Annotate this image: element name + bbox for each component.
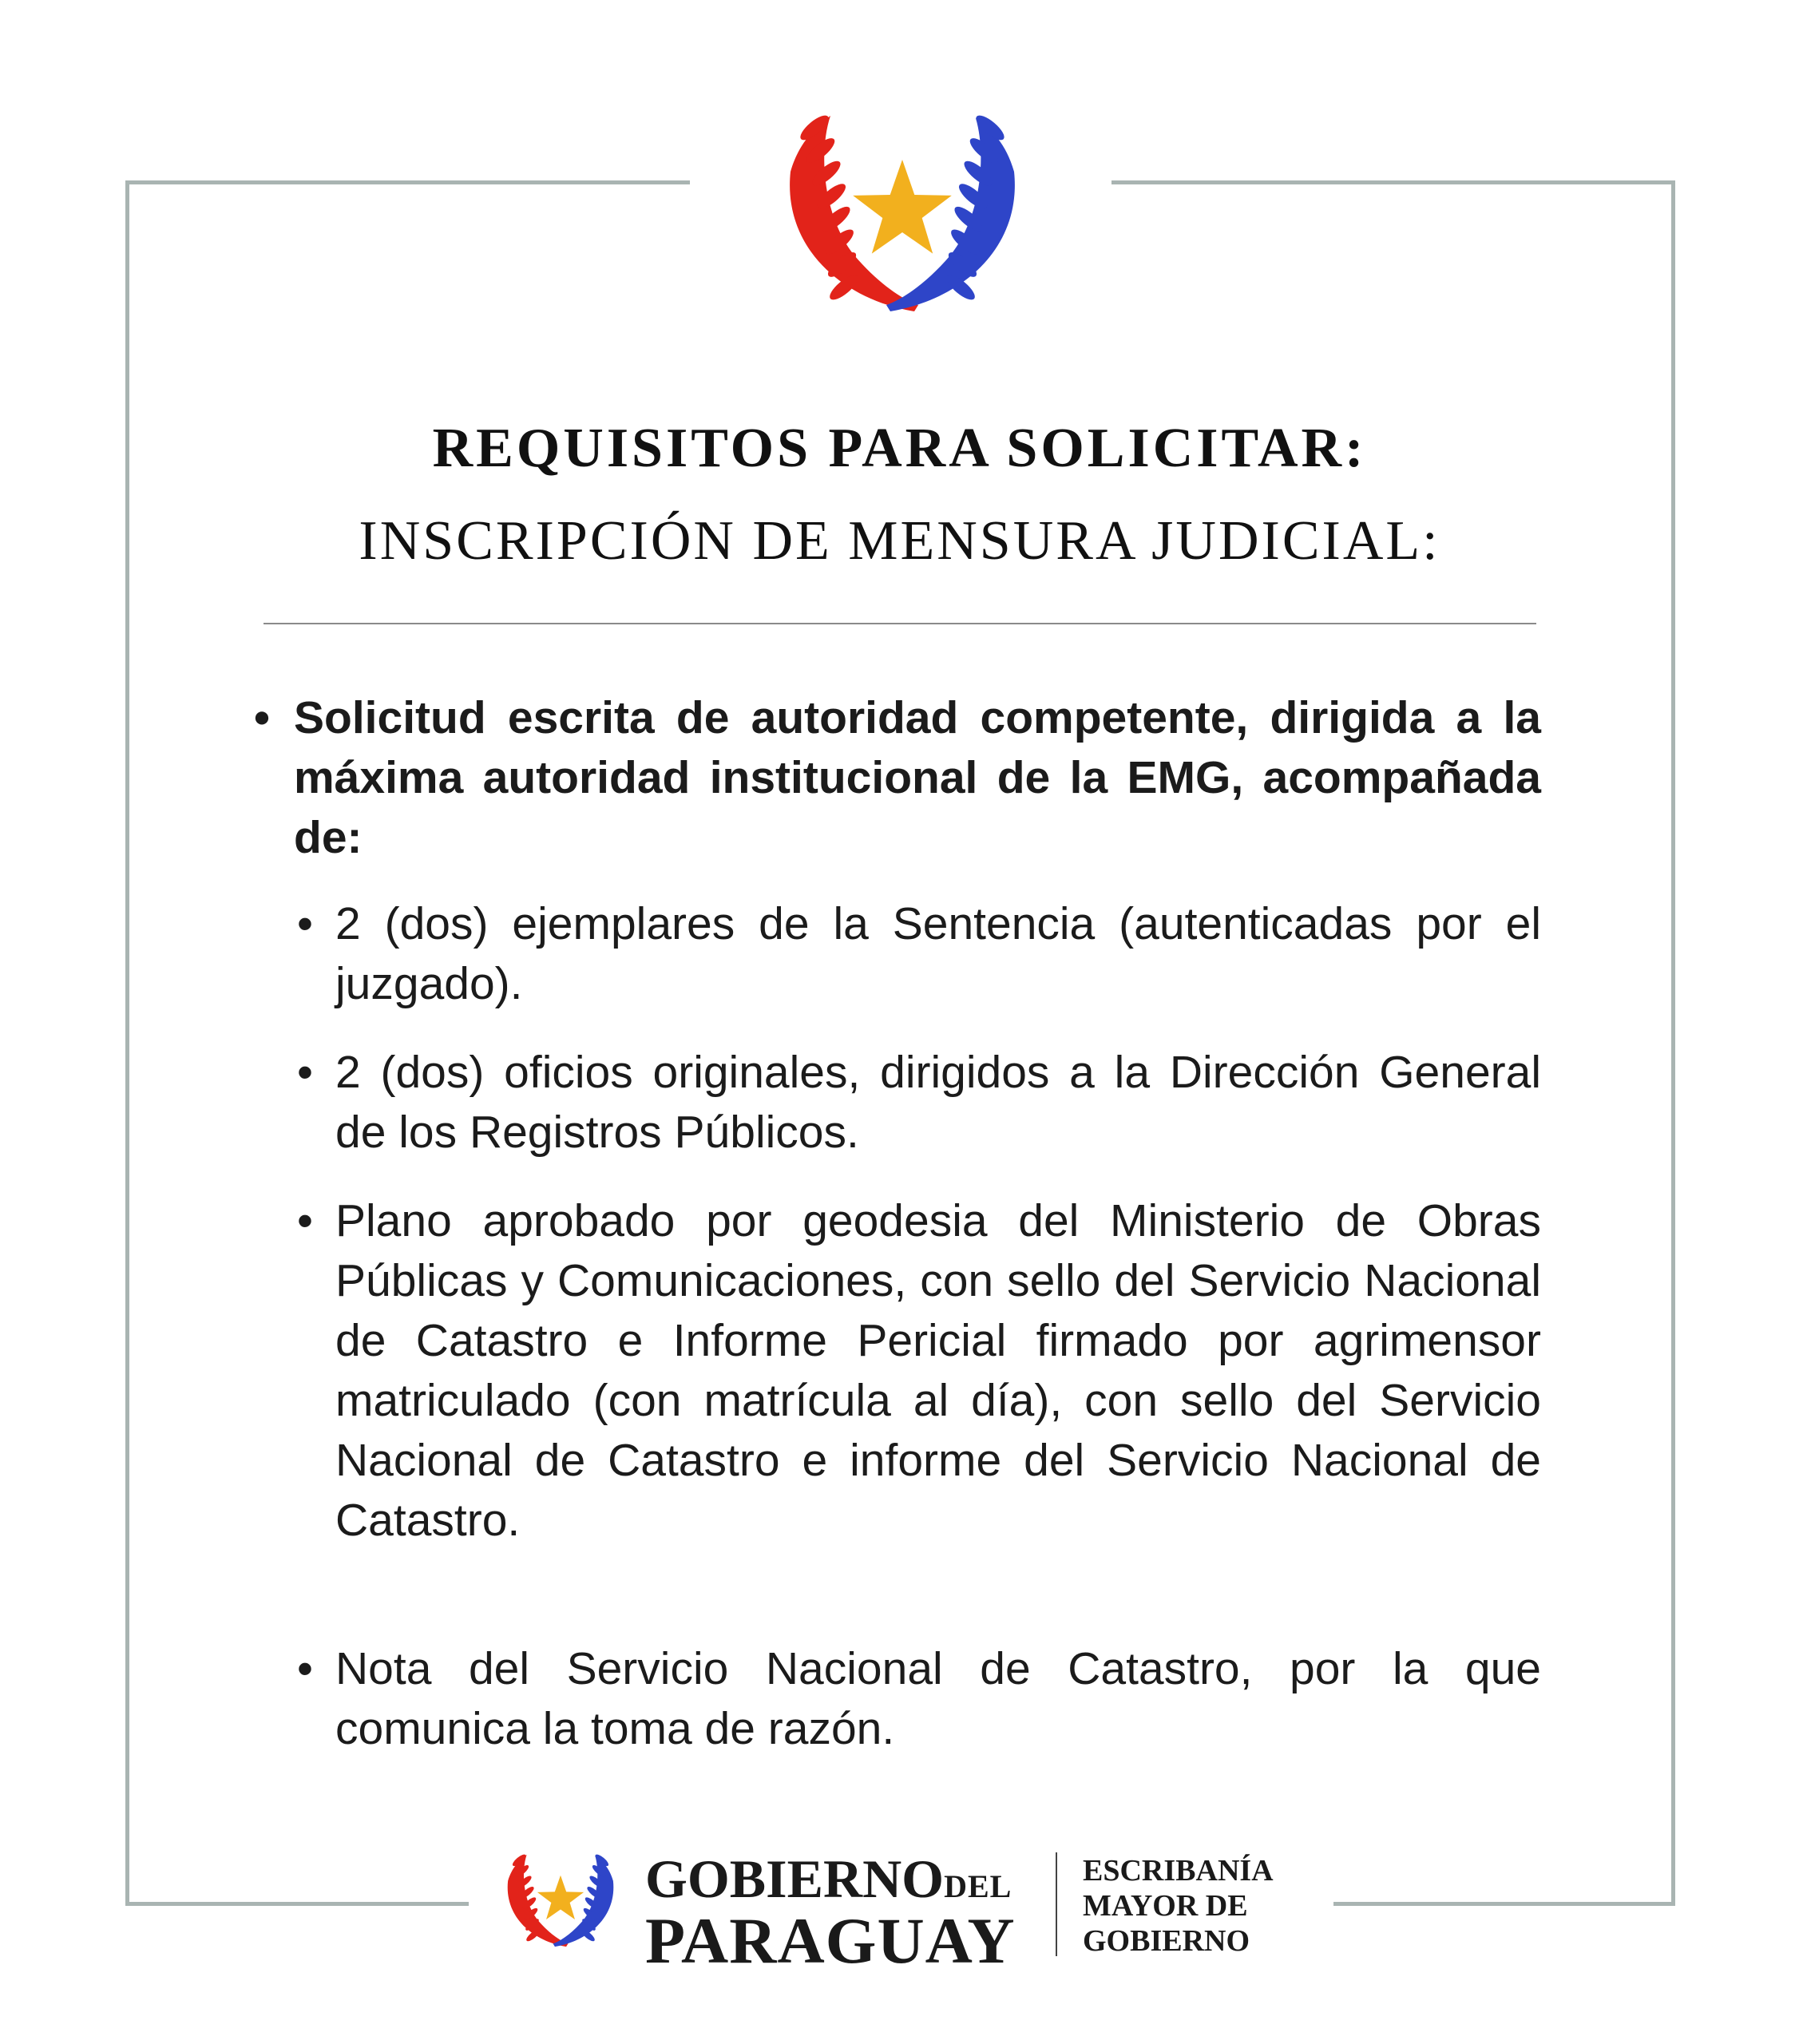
page-title: REQUISITOS PARA SOLICITAR: (432, 418, 1367, 479)
star-icon (537, 1876, 584, 1919)
star-icon (853, 160, 952, 254)
footer-crest-icon (497, 1844, 624, 1963)
main-requirement: Solicitud escrita de autoridad competente, dirigida a la máxima autoridad institucional de la EMG, acompañada de: (294, 692, 1541, 863)
bullet: • (297, 898, 313, 949)
footer-emg-line: GOBIERNO (1083, 1924, 1250, 1958)
page-subtitle: INSCRIPCIÓN DE MENSURA JUDICIAL: (359, 510, 1440, 572)
footer-emg-line: MAYOR DE (1083, 1889, 1248, 1923)
bullet: • (297, 1643, 313, 1694)
frame-bottom-right (1333, 1902, 1675, 1906)
bullet: • (297, 1047, 313, 1098)
footer-del: DEL (944, 1868, 1012, 1904)
list-item: 2 (dos) ejemplares de la Sentencia (autenticadas por el juzgado). (335, 898, 1541, 1009)
footer-separator (1056, 1852, 1057, 1956)
footer-emg-line: ESCRIBANÍA (1083, 1854, 1274, 1888)
list-item: Plano aprobado por geodesia del Ministerio de Obras Públicas y Comunicaciones, con sello del Servicio Nacional de Catastro e Informe Pericial firmado por agrimensor matriculado (con matrícula al día), con sello del Servicio Nacional de Catastro e informe del Servicio Nacional de Catastro. (335, 1195, 1541, 1546)
frame-top-right (1111, 180, 1675, 184)
paraguay-national-crest-icon (767, 96, 1038, 343)
list-item: Nota del Servicio Nacional de Catastro, por la que comunica la toma de razón. (335, 1643, 1541, 1754)
frame-bottom-left (125, 1902, 469, 1906)
footer-paraguay: PARAGUAY (645, 1904, 1016, 1977)
bullet: • (254, 692, 270, 743)
footer-gobierno: GOBIERNO (645, 1848, 945, 1909)
bullet: • (297, 1195, 313, 1246)
title-divider (264, 623, 1536, 624)
list-item: 2 (dos) oficios originales, dirigidos a la Dirección General de los Registros Públicos. (335, 1047, 1541, 1158)
frame-top-left (125, 180, 690, 184)
